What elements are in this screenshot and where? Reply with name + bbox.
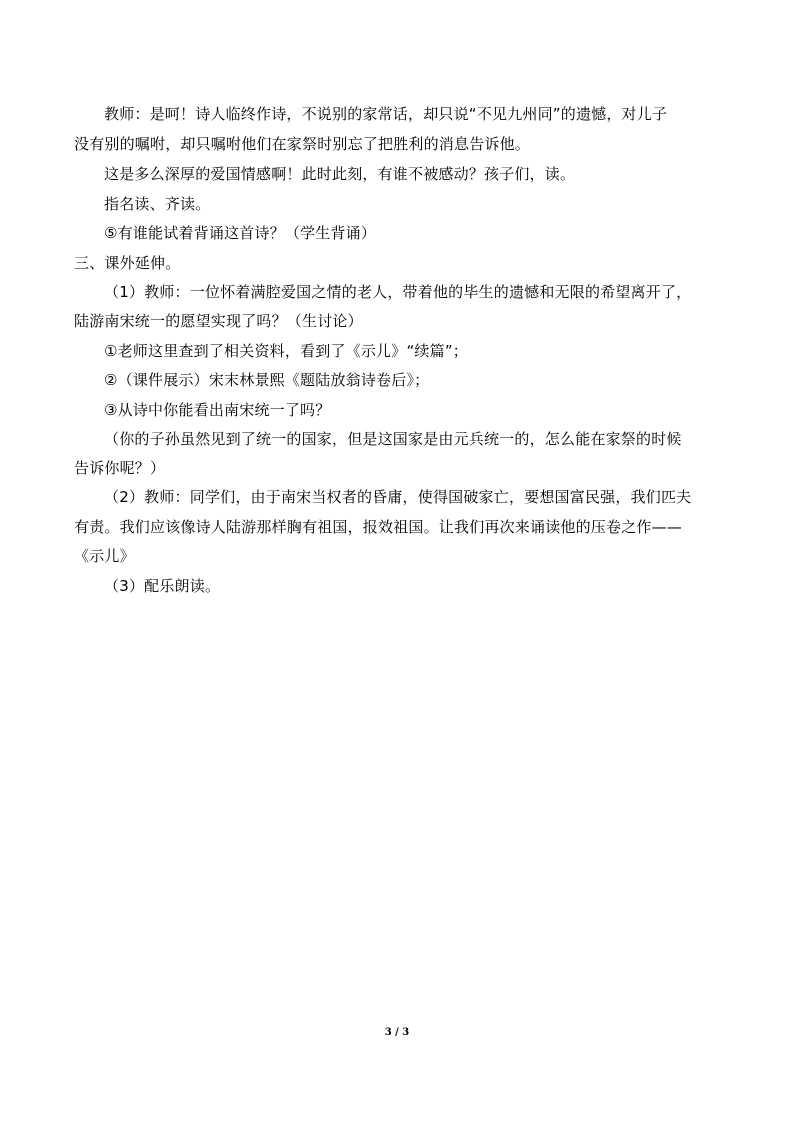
paragraph-line: （2）教师：同学们，由于南宋当权者的昏庸，使得国破家亡，要想国富民强，我们匹夫 [104,488,692,506]
paragraph-line: ②（课件展示）宋末林景熙《题陆放翁诗卷后》； [104,371,430,389]
paragraph-line: ①老师这里查到了相关资料，看到了《示儿》“续篇”； [104,342,468,360]
section-heading: 三、课外延伸。 [74,254,181,272]
paragraph-line: 这是多么深厚的爱国情感啊！此时此刻，有谁不被感动？孩子们，读。 [104,165,576,183]
paragraph-line: 告诉你呢？） [74,459,166,477]
paragraph-line: 没有别的嘱咐，却只嘱咐他们在家祭时别忘了把胜利的消息告诉他。 [74,135,531,153]
page-number: 3 / 3 [384,1027,410,1038]
paragraph-line: 《示儿》 [74,547,135,565]
paragraph-line: 有责。我们应该像诗人陆游那样胸有祖国，报效祖国。让我们再次来诵读他的压卷之作—— [74,518,683,536]
paragraph-line: ⑤有谁能试着背诵这首诗？（学生背诵） [104,224,377,242]
paragraph-line: 指名读、齐读。 [104,195,211,213]
paragraph-line: 教师：是呵！诗人临终作诗，不说别的家常话，却只说“不见九州同”的遗憾，对儿子 [104,105,668,123]
paragraph-line: （3）配乐朗读。 [104,577,221,595]
paragraph-line: 陆游南宋统一的愿望实现了吗？（生讨论） [74,312,363,330]
paragraph-line: （你的子孙虽然见到了统一的国家，但是这国家是由元兵统一的，怎么能在家祭的时候 [104,430,682,448]
paragraph-line: ③从诗中你能看出南宋统一了吗？ [104,401,331,419]
paragraph-line: （1）教师：一位怀着满腔爱国之情的老人，带着他的毕生的遗憾和无限的希望离开了， [104,283,692,301]
